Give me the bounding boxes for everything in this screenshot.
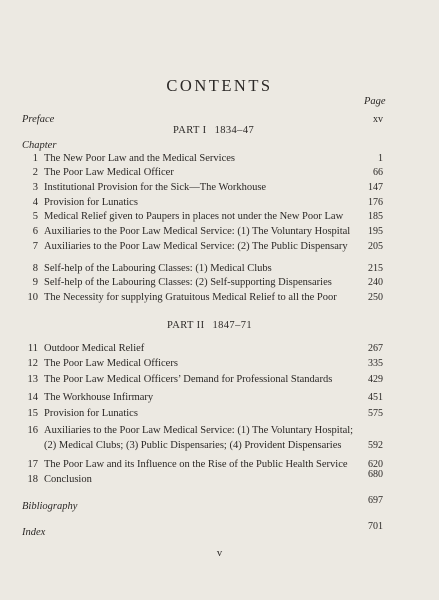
chapter-number: 1 (32, 153, 38, 164)
chapter-page: 240 (368, 277, 383, 288)
chapter-title: Provision for Lunatics (44, 408, 138, 419)
chapter-title: Self-help of the Labouring Classes: (2) Self-supporting Dispensaries (44, 277, 332, 288)
chapter-page: 1 (378, 153, 383, 164)
page-folio: v (216, 548, 223, 559)
chapter-number: 12 (27, 358, 38, 369)
chapter-number: 6 (32, 226, 38, 237)
chapter-number: 10 (27, 292, 38, 303)
preface-label: Preface (22, 114, 55, 125)
chapter-page: 620 (368, 459, 383, 470)
bibliography-label: Bibliography (22, 501, 78, 512)
chapter-title: The Poor Law Medical Officer (44, 167, 174, 178)
chapter-number: 11 (27, 343, 38, 354)
chapter-number: 5 (32, 211, 38, 222)
part-1-years: 1834–47 (214, 125, 255, 136)
chapter-number: 4 (32, 197, 38, 208)
chapter-number: 7 (32, 241, 38, 252)
page-column-label: Page (364, 96, 386, 107)
chapter-title-continued: (2) Medical Clubs; (3) Public Dispensaries; (4) Provident Dispensaries (44, 440, 342, 451)
chapter-page: 680 (368, 469, 383, 480)
chapter-title: Institutional Provision for the Sick—The Workhouse (44, 182, 267, 193)
part-1-label: PART I (173, 125, 207, 136)
chapter-title: Auxiliaries to the Poor Law Medical Service: (2) The Public Dispensary (44, 241, 348, 252)
chapter-number: 16 (27, 425, 38, 436)
chapter-page: 66 (373, 167, 383, 178)
chapter-number: 13 (27, 374, 38, 385)
chapter-title: Outdoor Medical Relief (44, 343, 145, 354)
chapter-number: 18 (27, 474, 38, 485)
chapter-page: 335 (368, 358, 383, 369)
chapter-page: 429 (368, 374, 383, 385)
chapter-title: The Poor Law and its Influence on the Rise of the Public Health Service (44, 459, 348, 470)
chapter-page: 250 (368, 292, 383, 303)
chapter-title: The Workhouse Infirmary (44, 392, 154, 403)
chapter-number: 17 (27, 459, 38, 470)
chapter-number: 14 (27, 392, 38, 403)
chapter-title: Conclusion (44, 474, 92, 485)
chapter-label: Chapter (22, 140, 57, 151)
chapter-title: Auxiliaries to the Poor Law Medical Service: (1) The Voluntary Hospital (44, 226, 351, 237)
chapter-page: 147 (368, 182, 383, 193)
chapter-title: The Necessity for supplying Gratuitous Medical Relief to all the Poor (44, 292, 337, 303)
preface-page: xv (373, 114, 383, 125)
bibliography-page: 697 (368, 495, 383, 506)
chapter-page: 215 (368, 263, 383, 274)
chapter-title: The Poor Law Medical Officers (44, 358, 178, 369)
chapter-page: 195 (368, 226, 383, 237)
chapter-number: 9 (32, 277, 38, 288)
index-label: Index (22, 527, 46, 538)
chapter-number: 2 (32, 167, 38, 178)
chapter-number: 15 (27, 408, 38, 419)
chapter-page: 575 (368, 408, 383, 419)
index-page: 701 (368, 521, 383, 532)
chapter-title: Self-help of the Labouring Classes: (1) Medical Clubs (44, 263, 272, 274)
chapter-page: 592 (368, 440, 383, 451)
page-title: CONTENTS (166, 76, 273, 95)
part-2-label: PART II (167, 320, 205, 331)
chapter-number: 3 (32, 182, 38, 193)
chapter-title: Auxiliaries to the Poor Law Medical Service: (1) The Voluntary Hospital; (44, 425, 354, 436)
chapter-page: 185 (368, 211, 383, 222)
chapter-page: 205 (368, 241, 383, 252)
part-1-heading (173, 125, 254, 136)
part-2-heading (167, 320, 252, 331)
part-2-years: 1847–71 (212, 320, 253, 331)
chapter-number: 8 (32, 263, 38, 274)
chapter-title: Provision for Lunatics (44, 197, 138, 208)
chapter-page: 451 (368, 392, 383, 403)
chapter-title: The Poor Law Medical Officers’ Demand for Professional Standards (44, 374, 333, 385)
chapter-title: Medical Relief given to Paupers in places not under the New Poor Law (44, 211, 344, 222)
chapter-page: 267 (368, 343, 383, 354)
chapter-title: The New Poor Law and the Medical Services (44, 153, 235, 164)
chapter-page: 176 (368, 197, 383, 208)
